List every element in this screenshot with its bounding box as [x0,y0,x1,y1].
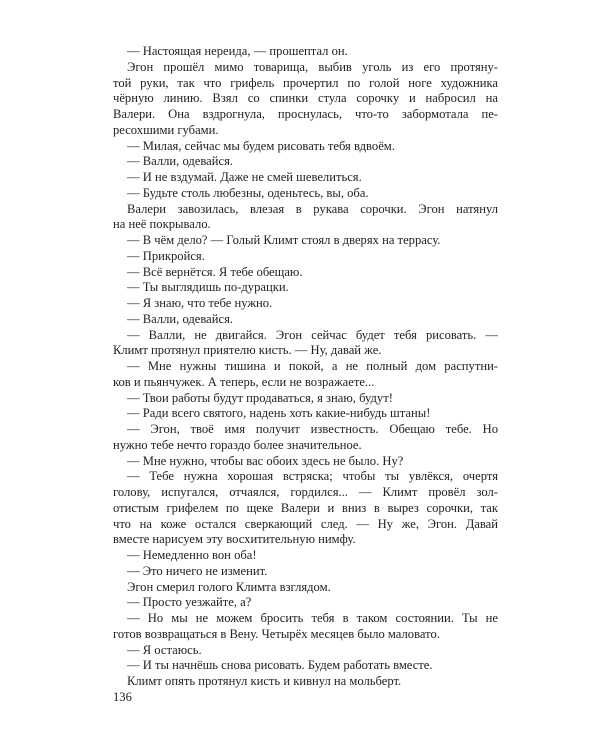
text-line: — Ради всего святого, надень хоть какие-нибудь штаны! [127,406,431,421]
text-line: — Валли, одевайся. [127,154,234,169]
text-line: — Твои работы будут продаваться, я знаю, будут! [127,390,393,405]
text-line: — Я знаю, что тебе нужно. [127,296,273,310]
text-line: — И не вздумай. Даже не смей шевелиться. [127,170,362,184]
text-line: — Немедленно вон оба! [127,548,257,562]
text-line: — Тебе нужна хорошая встряска; чтобы ты увлёкся, очертя [127,469,498,484]
text-line: что на коже остался сверкающий след. — Ну же, Эгон. Давай [113,516,498,531]
page-number: 136 [113,690,132,704]
text-line: отистым грифелем по щеке Валери и вниз в вырез сорочки, так [113,500,498,515]
text-line: той руки, так что грифель прочертил по голой ноге художника [113,75,498,90]
text-line: — Мне нужно, чтобы вас обоих здесь не было. Ну? [127,453,404,468]
text-line: — Эгон, твоё имя получит известность. Обещаю тебе. Но [127,422,498,436]
text-line: вместе нарисуем эту восхитительную нимфу. [113,532,356,547]
text-line: Валери. Она вздрогнула, проснулась, что-то забормотала пе- [113,107,498,121]
text-line: — Милая, сейчас мы будем рисовать тебя вдвоём. [127,138,395,153]
text-line: Эгон прошёл мимо товарища, выбив уголь из его протяну- [127,59,498,74]
text-line: — Ты выглядишь по-дурацки. [127,280,289,295]
text-line: — Прикройся. [127,248,205,263]
text-line: — Будьте столь любезны, оденьтесь, вы, оба. [127,185,369,200]
text-line: — Всё вернётся. Я тебе обещаю. [127,264,303,279]
text-line: — Валли, одевайся. [127,311,234,326]
text-line: чёрную линию. Взял со спинки стула сорочку и набросил на [113,91,498,106]
text-line: нужно тебе нечто гораздо более значительное. [113,437,362,452]
text-line: Эгон смерил голого Климта взглядом. [127,579,331,594]
text-line: голову, испугался, отчаялся, гордился... — Климт провёл зол- [113,485,498,499]
text-line: — И ты начнёшь снова рисовать. Будем работать вместе. [127,658,433,673]
text-line: — Валли, не двигайся. Эгон сейчас будет тебя рисовать. — [127,327,498,342]
text-line: Климт опять протянул кисть и кивнул на мольберт. [127,674,402,688]
text-line: — Просто уезжайте, а? [127,595,252,610]
body-text [113,44,498,690]
text-line: Валери завозилась, влезая в рукава сорочки. Эгон натянул [127,201,498,216]
text-line: ресохшими губами. [113,122,219,137]
text-line: — Настоящая нереида, — прошептал он. [127,44,348,58]
text-line: готов возвращаться в Вену. Четырёх месяцев было маловато. [113,626,440,641]
text-line: — Это ничего не изменит. [127,563,268,578]
text-line: — Я остаюсь. [127,642,202,657]
text-line: — Мне нужны тишина и покой, а не полный дом распутни- [127,359,498,373]
text-line: на неё покрывало. [113,217,211,232]
text-line: ков и пьянчужек. А теперь, если не возражаете... [113,374,375,389]
text-line: Климт протянул приятелю кисть. — Ну, давай же. [113,343,382,358]
text-line: — Но мы не можем бросить тебя в таком состоянии. Ты не [127,611,498,625]
text-line: — В чём дело? — Голый Климт стоял в дверях на террасу. [127,233,441,247]
